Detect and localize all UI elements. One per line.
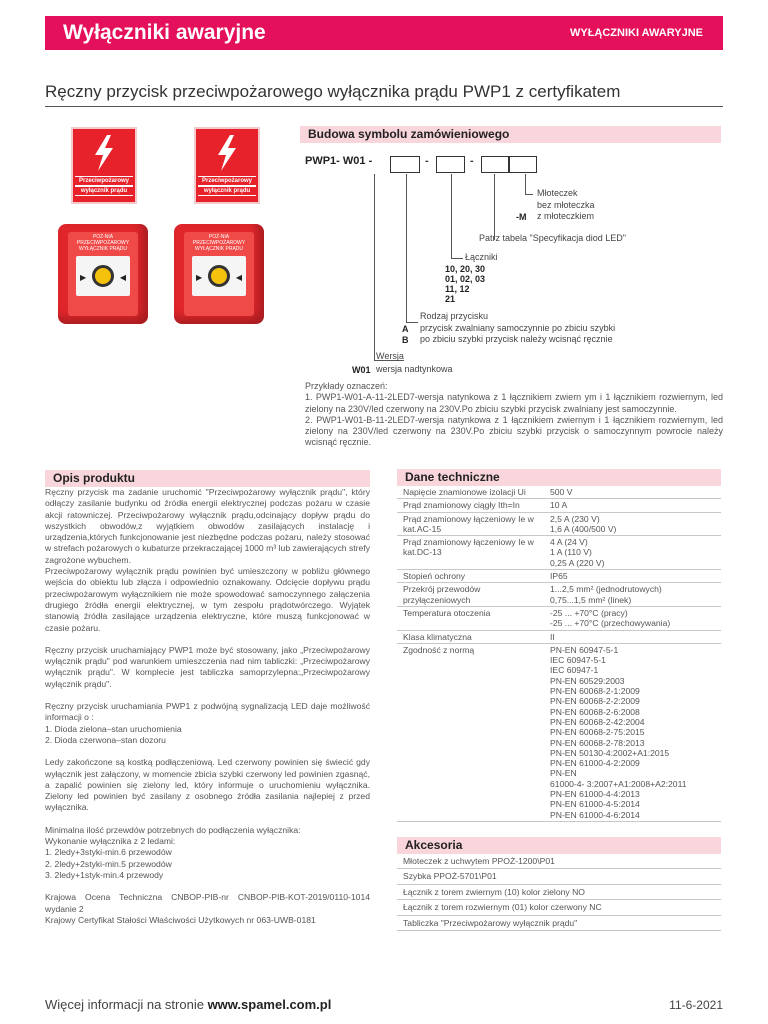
- table-row: [397, 854, 721, 869]
- description-line: 1. 2ledy+3styki-min.6 przewodów: [45, 847, 172, 858]
- arrow-icon: ▶: [80, 273, 87, 282]
- table-row: [397, 884, 721, 899]
- table-cell-value: 2,5 A (230 V) 1,6 A (400/500 V): [544, 512, 721, 536]
- table-row: [397, 486, 721, 499]
- contacts-code: 01, 02, 03: [445, 274, 486, 284]
- button-type-code: B: [402, 335, 409, 345]
- examples-heading: Przykłady oznaczeń:: [305, 381, 388, 391]
- code-box-hammer: [509, 156, 537, 173]
- table-row: [397, 583, 721, 607]
- table-cell-value: -25 ... +70°C (pracy) -25 ... +70°C (przechowywania): [544, 606, 721, 630]
- table-cell-value: 1...2,5 mm² (jednodrutowych) 0,75...1,5 mm² (linek): [544, 583, 721, 607]
- hammer-with: z młoteczkiem: [537, 211, 595, 221]
- version-text: wersja nadtynkowa: [376, 364, 453, 374]
- table-row: [397, 499, 721, 512]
- table-cell-label: Prąd znamionowy łączeniowy Ie w kat.DC-13: [397, 536, 544, 570]
- code-box-leds: [481, 156, 509, 173]
- code-box-contacts: [436, 156, 465, 173]
- knob-icon: [92, 265, 114, 287]
- table-cell-label: Stopień ochrony: [397, 570, 544, 583]
- hammer-without: bez młoteczka: [537, 200, 595, 210]
- opis-heading: Opis produktu: [45, 470, 370, 487]
- description-line: 2. 2ledy+2styki-min.5 przewodów: [45, 858, 172, 869]
- contacts-code: 21: [445, 294, 456, 304]
- page-title: Ręczny przycisk przeciwpożarowego wyłącznika prądu PWP1 z certyfikatem: [45, 82, 621, 101]
- description-paragraph: Ledy zakończone są kostką podłączeniową. Led czerwony powinien się świecić gdy wyłącznik jest załączony, w momencie zbicia szybki czerwony led powinien zgasnąć, a zapalić powinien się zielony led, który informuje o uruchomieniu wyłącznika. Zielony led powinien być zasilany z osobnego źródła zasilania najlepiej z przed wyłącznika.: [45, 757, 370, 813]
- knob-icon: [208, 265, 230, 287]
- version-code: W01: [352, 365, 371, 375]
- table-cell-value: II: [544, 630, 721, 643]
- footer-date: 11-6-2021: [669, 998, 723, 1012]
- description-paragraph: Przeciwpożarowy wyłącznik prądu powinien być umieszczony w pobliżu głównego wejścia do obiektu lub złącza i odpowiednio oznakowany. Odcięcie dopływu prądu przeciwpożarowym wyłącznikiem nie może spowodować samoczynnego załączenia drugiego źródła energii elektrycznej, w tym zespołu prądotwórczego. Wyjątek stanowią źródła zasilające urządzenia elektryczne, które muszą funkcjonować w czasie pożaru.: [45, 566, 370, 633]
- description-paragraph: Ręczny przycisk ma zadanie uruchomić "Przeciwpożarowy wyłącznik prądu", który odłączy zasilanie budynku od źródła energii elektrycznej podczas pożaru w czasie akcji ratowniczej. Przeciwpożarowy wyłącznik prądu,odcinający dopływ prądu do wszystkich obwodów,z wyjątkiem obwodów zasilających instalację i urządzenia,których funkcjonowanie jest niezbędne podczas pożaru, należy stosować w strefach pożarowych o kubaturze przekraczającej 1000 m³ lub zawierających strefy zagrożone wybuchem.: [45, 487, 370, 565]
- table-row: [397, 512, 721, 536]
- description-line: 2. Dioda czerwona–stan dozoru: [45, 734, 166, 745]
- order-prefix: PWP1- W01 -: [305, 155, 373, 167]
- examples-block: [305, 381, 723, 449]
- arrow-icon: ◀: [119, 273, 126, 282]
- footer-link[interactable]: www.spamel.com.pl: [207, 997, 332, 1012]
- warning-sign-image: [71, 127, 137, 204]
- description-line: 3. 2ledy+1styk-min.4 przewody: [45, 869, 164, 880]
- table-row: [397, 570, 721, 583]
- version-title: Wersja: [376, 351, 404, 361]
- header-bar: [45, 16, 723, 50]
- accessory-item: Tabliczka "Przeciwpożarowy wyłącznik prądu": [397, 915, 721, 930]
- description-line: Krajowa Ocena Techniczna CNBOP-PIB-nr CNBOP-PIB-KOT-2019/0110-1014 wydanie 2: [45, 892, 370, 914]
- tech-data-table: [397, 486, 721, 822]
- table-row: [397, 915, 721, 930]
- description-line: Wykonanie wyłącznika z 2 ledami:: [45, 836, 176, 847]
- code-box-button-type: [390, 156, 420, 173]
- header-title: Wyłączniki awaryjne: [63, 21, 266, 44]
- arrow-icon: ◀: [235, 273, 242, 282]
- accessory-item: Łącznik z torem zwiernym (10) kolor zielony NO: [397, 884, 721, 899]
- example-item: 2. PWP1-W01-B-11-2LED7-wersja natynkowa z 1 łącznikiem zwiernym i 1 łącznikiem rozwiernym, led zielony na 230V/led czerwony na 230V.Po zbiciu szybki przycisk o samoczynnym powrocie należy wcisnąć ręcznie.: [305, 414, 723, 448]
- lightning-bolt-icon: [89, 135, 119, 171]
- title-divider: [45, 106, 723, 107]
- accessory-item: Młoteczek z uchwytem PPOŻ-1200\P01: [397, 854, 721, 869]
- table-row: [397, 643, 721, 821]
- table-row: [397, 869, 721, 884]
- footer-text: Więcej informacji na stronie www.spamel.com.pl: [45, 997, 332, 1012]
- order-symbol-heading: Budowa symbolu zamówieniowego: [300, 126, 721, 143]
- box-label: POŻ-NIA PRZECIWPOŻAROWY WYŁĄCZNIK PRĄDU: [192, 234, 246, 252]
- table-cell-value: 500 V: [544, 486, 721, 499]
- description-line: 1. Dioda zielona–stan uruchomienia: [45, 723, 182, 734]
- accessory-item: Szybka PPOŻ-5701\P01: [397, 869, 721, 884]
- sign-text-line-2: wyłącznik prądu: [198, 186, 256, 196]
- contacts-code: 10, 20, 30: [445, 264, 486, 274]
- description-paragraph: Ręczny przycisk uruchamiający PWP1 może być stosowany, jako „Przeciwpożarowy wyłącznik prądu" pod warunkiem umieszczenia nad nim tabliczki: „Przeciwpożarowy wyłącznik prądu". W komplecie jest tabliczka samoprzylepna:„Przeciwpożarowy wyłącznik prądu".: [45, 644, 370, 689]
- table-cell-label: Zgodność z normą: [397, 643, 544, 821]
- accessories-table: [397, 854, 721, 931]
- lightning-bolt-icon: [212, 135, 242, 171]
- table-cell-label: Prąd znamionowy łączeniowy Ie w kat.AC-15: [397, 512, 544, 536]
- product-description: [45, 487, 370, 937]
- description-line: Ręczny przycisk uruchamiania PWP1 z podwójną sygnalizacją LED daje możliwość informacji o :: [45, 701, 370, 723]
- sign-text-line-1: Przeciwpożarowy: [198, 176, 256, 186]
- table-cell-label: Klasa klimatyczna: [397, 630, 544, 643]
- example-item: 1. PWP1-W01-A-11-2LED7-wersja natynkowa z 1 łącznikiem zwiern ym i 1 łącznikiem rozwiernym, led zielony na 230V/led czerwony na 230V.Po zbiciu szybki przycisk zwalniany jest samoczynnie.: [305, 392, 723, 414]
- table-row: [397, 606, 721, 630]
- button-type-title: Rodzaj przycisku: [420, 311, 489, 321]
- button-type-code: A: [402, 324, 409, 334]
- description-line: Krajowy Certyfikat Stałości Właściwości Użytkowych nr 063-UWB-0181: [45, 914, 316, 925]
- table-cell-value: IP65: [544, 570, 721, 583]
- contacts-title: Łączniki: [465, 252, 498, 262]
- description-line: Minimalna ilość przewdów potrzebnych do podłączenia wyłącznika:: [45, 824, 301, 835]
- header-category: WYŁĄCZNIKI AWARYJNE: [569, 27, 703, 39]
- dash: -: [470, 155, 474, 167]
- sign-text-line-1: Przeciwpożarowy: [75, 176, 133, 186]
- table-row: [397, 900, 721, 915]
- table-cell-value: 4 A (24 V) 1 A (110 V) 0,25 A (220 V): [544, 536, 721, 570]
- table-cell-value: 10 A: [544, 499, 721, 512]
- button-type-text: przycisk zwalniany samoczynnie po zbiciu szybki: [420, 323, 616, 333]
- hammer-code: -M: [516, 212, 527, 222]
- table-cell-label: Napięcie znamionowe izolacji Ui: [397, 486, 544, 499]
- box-label: POŻ-NIA PRZECIWPOŻAROWY WYŁĄCZNIK PRĄDU: [76, 234, 130, 252]
- table-cell-label: Przekrój przewodów przyłączeniowych: [397, 583, 544, 607]
- hammer-title: Młoteczek: [537, 188, 578, 198]
- leds-note: Patrz tabela "Specyfikacja diod LED": [479, 233, 626, 243]
- warning-sign-image: [194, 127, 260, 204]
- button-box-image: [174, 224, 264, 324]
- table-cell-label: Temperatura otoczenia: [397, 606, 544, 630]
- dane-heading: Dane techniczne: [397, 469, 721, 486]
- table-cell-label: Prąd znamionowy ciągły Ith=In: [397, 499, 544, 512]
- accessory-item: Łącznik z torem rozwiernym (01) kolor czerwony NC: [397, 900, 721, 915]
- contacts-code: 11, 12: [445, 284, 470, 294]
- table-cell-value: PN-EN 60947-5-1 IEC 60947-5-1 IEC 60947-1 PN-EN 60529:2003 PN-EN 60068-2-1:2009 PN-EN 60068-2-2:2009 PN-EN 60068-2-6:2008 PN-EN 60068-2-42:2004 PN-EN 60068-2-75:2015 PN-EN 60068-2-78:2013 PN-EN 50130-4:2002+A1:2015 PN-EN 61000-4-2:2009 PN-EN 61000-4- 3:2007+A1:2008+A2:2011 PN-EN 61000-4-4:2013 PN-EN 61000-4-5:2014 PN-EN 61000-4-6:2014: [544, 643, 721, 821]
- table-row: [397, 630, 721, 643]
- table-row: [397, 536, 721, 570]
- button-type-text: po zbiciu szybki przycisk należy wcisnąć ręcznie: [420, 334, 613, 344]
- button-box-image: [58, 224, 148, 324]
- arrow-icon: ▶: [196, 273, 203, 282]
- sign-text-line-2: wyłącznik prądu: [75, 186, 133, 196]
- dash: -: [425, 155, 429, 167]
- akcesoria-heading: Akcesoria: [397, 837, 721, 854]
